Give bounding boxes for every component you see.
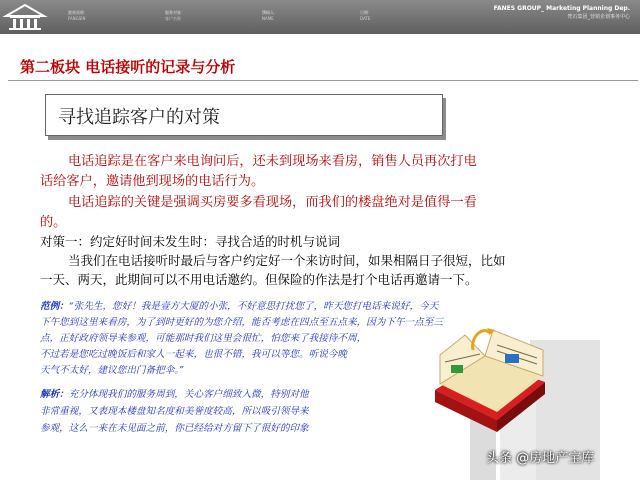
meta-label: 日期： xyxy=(360,10,372,15)
paragraph-line: 话给客户，邀请他到现场的电话行为。 xyxy=(40,174,265,189)
analysis-label: 解析： xyxy=(40,389,69,400)
example-line: 下午您到这里来看房，为了到时更好的为您介绍，能否考虑在四点至五点来，因为下午一点至三 xyxy=(40,317,443,328)
meta-field-1 xyxy=(68,10,88,22)
section-title: 第二板块 电话接听的记录与分析 xyxy=(20,58,236,76)
top-banner xyxy=(0,0,640,34)
strategy-heading: 对策一：约定好时间未发生时：寻找合适的时机与说词 xyxy=(40,234,341,249)
example-line xyxy=(40,298,438,312)
strategy-line: 当我们在电话接听时最后与客户约定好一个来访时间，如果相隔日子很短，比如 xyxy=(68,253,506,268)
meta-label: 服务对象： xyxy=(165,10,185,15)
strategy-line: 一天、两天，此期间可以不用电话邀约。但保险的作法是打个电话再邀请一下。 xyxy=(40,272,478,287)
meta-value: NAME xyxy=(262,16,274,21)
meta-field-3 xyxy=(262,10,278,22)
divider xyxy=(8,80,638,81)
analysis-text: 充分体现我们的服务周到，关心客户细致入微，特别对他 xyxy=(68,389,309,400)
meta-value: DATE xyxy=(360,16,371,21)
example-line: 天气不太好，建议您出门备把伞。” xyxy=(40,365,185,376)
heading-box xyxy=(45,94,443,136)
meta-value: 客户名称 xyxy=(165,16,181,21)
book-illustration-icon xyxy=(425,320,555,445)
meta-value: FANGSIN xyxy=(68,16,86,21)
company-cn: 梵石集团_营销企划事务中心 xyxy=(567,14,630,20)
example-label: 范例： xyxy=(40,301,69,312)
meta-label: 撰稿人： xyxy=(262,10,278,15)
logo-icon xyxy=(2,2,48,32)
company-en: FANES GROUP_ Marketing Planning Dep. xyxy=(493,5,630,12)
meta-field-4 xyxy=(360,10,372,22)
example-text: “张先生，您好！我是壹方大厦的小张，不好意思打扰您了，昨天您打电话来说好，今天 xyxy=(68,301,439,312)
paragraph-line: 电话追踪是在客户来电询问后，还未到现场来看房，销售人员再次打电 xyxy=(68,154,477,169)
box-title: 寻找追踪客户的对策 xyxy=(58,107,220,128)
paragraph-line: 电话追踪的关键是强调买房要多看现场，而我们的楼盘绝对是值得一看 xyxy=(68,195,477,210)
paragraph-line: 的。 xyxy=(40,215,67,230)
analysis-line xyxy=(40,386,309,400)
example-line: 不过若是您吃过晚饭后和家人一起来，也很不错，我可以等您。听说今晚 xyxy=(40,349,347,360)
meta-label: 港商英称： xyxy=(68,10,88,15)
example-line: 点，正好政府领导来参观，可能那时我们这里会很忙，怕您来了我接待不周， xyxy=(40,333,367,344)
analysis-line: 参观，这么一来在未见面之前，你已经给对方留下了很好的印象 xyxy=(40,423,309,434)
analysis-line: 非常重视，又表现本楼盘知名度和美誉度较高，所以吸引领导来 xyxy=(40,406,309,417)
meta-field-2 xyxy=(165,10,185,22)
company-name xyxy=(494,4,630,22)
watermark: 头条 @房地产宝库 xyxy=(486,451,595,466)
